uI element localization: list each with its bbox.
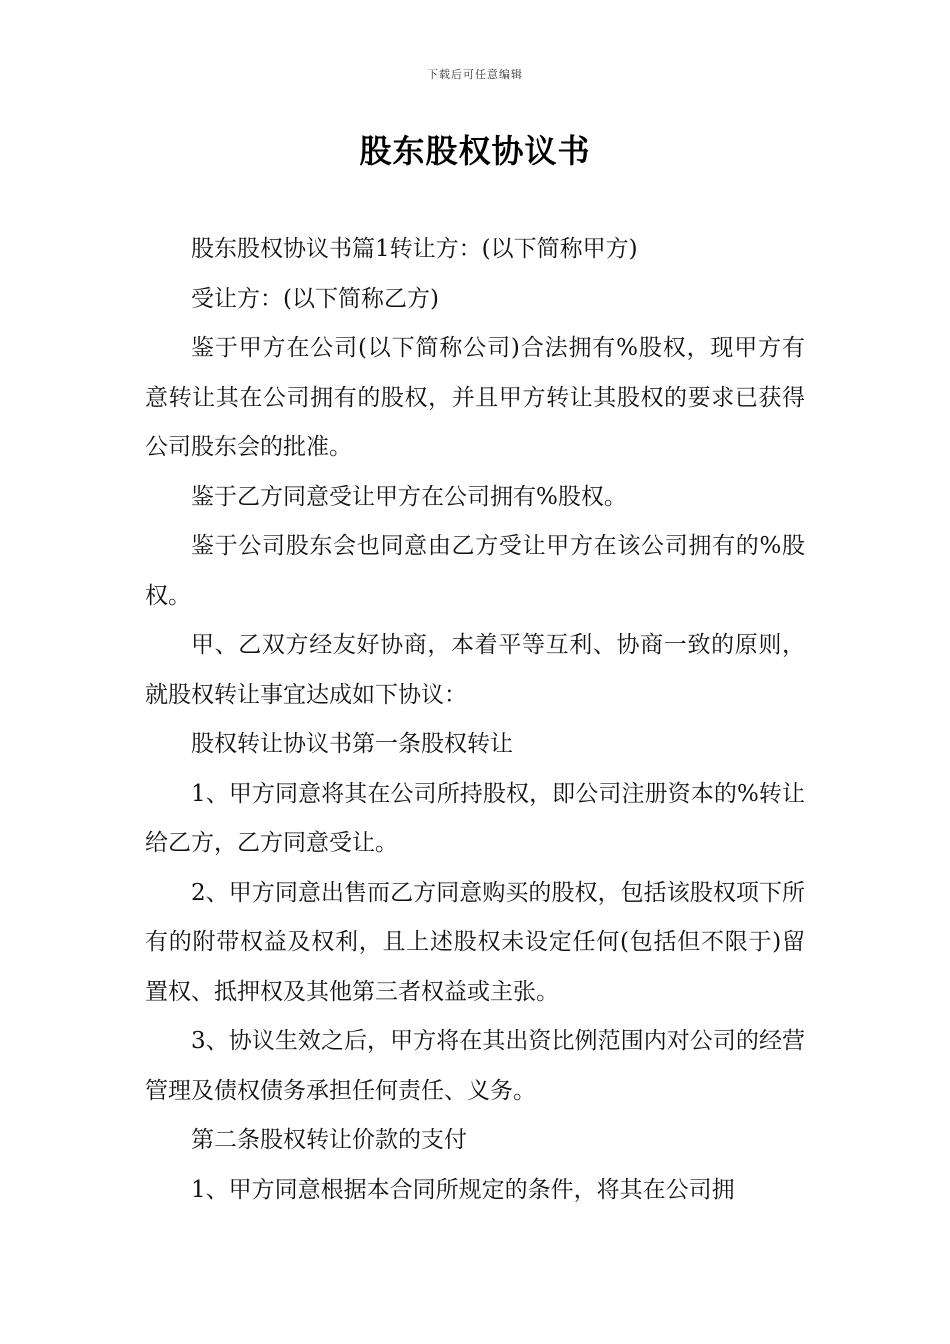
article-2-heading: 第二条股权转让价款的支付 — [191, 1127, 467, 1153]
document-body — [145, 225, 805, 1215]
article-1-heading: 股权转让协议书第一条股权转让 — [191, 731, 513, 757]
paragraph-transferor: 股东股权协议书篇1转让方：(以下简称甲方) — [191, 236, 638, 262]
header-note: 下载后可任意编辑 — [427, 68, 523, 81]
paragraph-transferee: 受让方：(以下简称乙方) — [191, 285, 439, 312]
paragraph-whereas-party-b: 鉴于乙方同意受让甲方在公司拥有%股权。 — [191, 483, 627, 510]
article-1-clause-3: 3、协议生效之后，甲方将在其出资比例范围内对公司的经营管理及债权债务承担任何责任、义务。 — [145, 1028, 805, 1104]
paragraph-whereas-party-a: 鉴于甲方在公司(以下简称公司)合法拥有%股权，现甲方有意转让其在公司拥有的股权，并且甲方转让其股权的要求已获得公司股东会的批准。 — [145, 335, 805, 460]
paragraph-negotiation: 甲、乙双方经友好协商，本着平等互利、协商一致的原则，就股权转让事宜达成如下协议： — [145, 632, 805, 708]
article-1-clause-1: 1、甲方同意将其在公司所持股权，即公司注册资本的%转让给乙方，乙方同意受让。 — [145, 780, 805, 856]
article-1-clause-2: 2、甲方同意出售而乙方同意购买的股权，包括该股权项下所有的附带权益及权利，且上述股权未设定任何(包括但不限于)留置权、抵押权及其他第三者权益或主张。 — [145, 879, 805, 1005]
document-title: 股东股权协议书 — [359, 132, 591, 170]
paragraph-whereas-shareholders: 鉴于公司股东会也同意由乙方受让甲方在该公司拥有的%股权。 — [145, 533, 805, 609]
article-2-clause-1: 1、甲方同意根据本合同所规定的条件，将其在公司拥 — [191, 1176, 735, 1203]
